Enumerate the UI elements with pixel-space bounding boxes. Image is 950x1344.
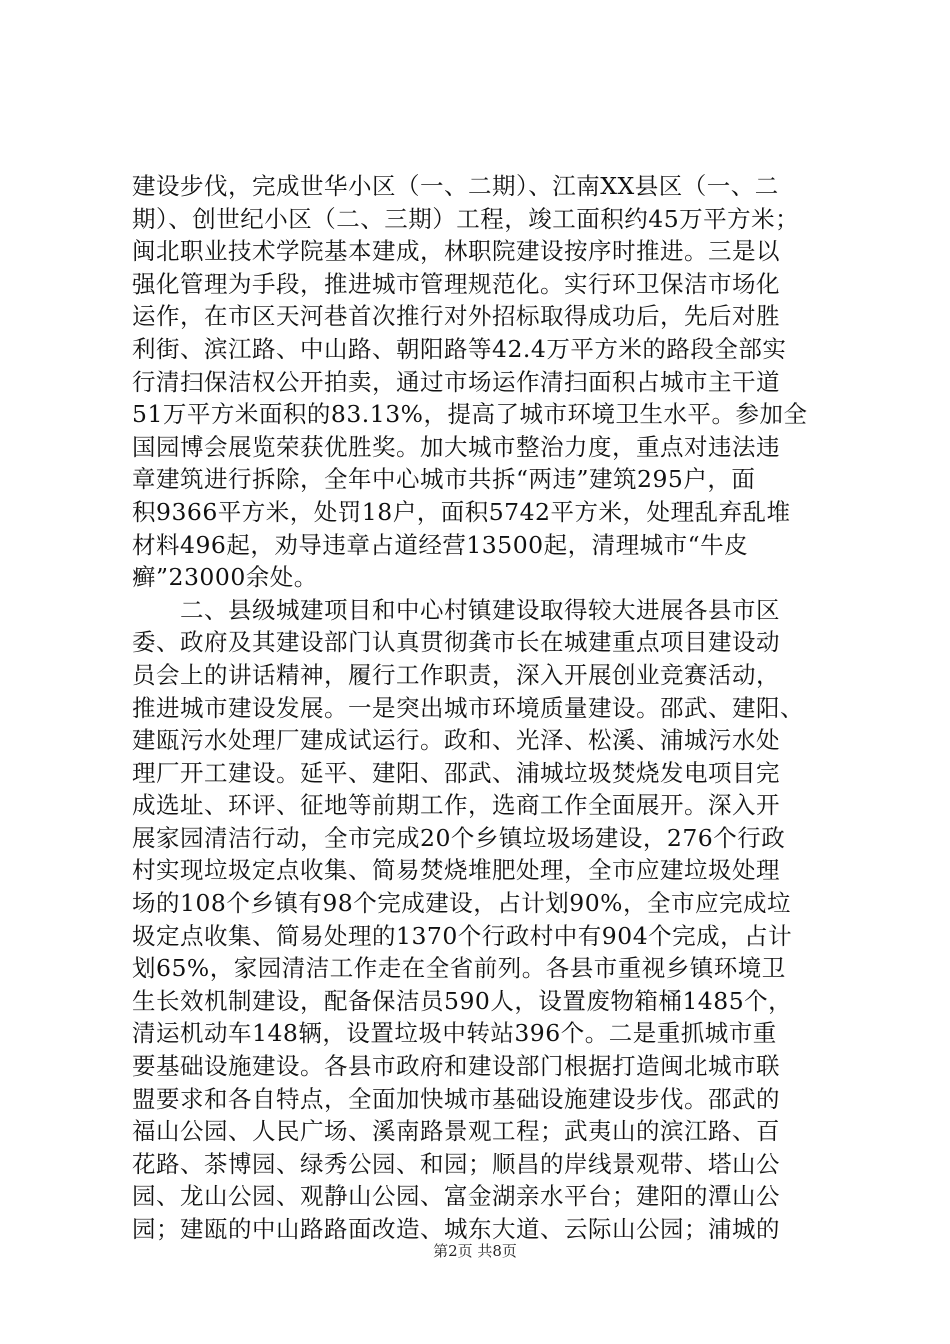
text-line: 闽北职业技术学院基本建成，林职院建设按序时推进。三是以 xyxy=(132,237,780,266)
text-line: 园；建瓯的中山路路面改造、城东大道、云际山公园；浦城的 xyxy=(132,1215,780,1243)
text-line: 推进城市建设发展。一是突出城市环境质量建设。邵武、建阳、 xyxy=(132,693,804,722)
text-line: 划65%，家园清洁工作走在全省前列。各县市重视乡镇环境卫 xyxy=(132,954,786,983)
text-line: 理厂开工建设。延平、建阳、邵武、浦城垃圾焚烧发电项目完 xyxy=(132,758,780,787)
text-line: 场的108个乡镇有98个完成建设，占计划90%，全市应完成垃 xyxy=(132,889,791,918)
text-line: 51万平方米面积的83.13%，提高了城市环境卫生水平。参加全 xyxy=(132,400,808,429)
text-line: 国园博会展览荣获优胜奖。加大城市整治力度，重点对违法违 xyxy=(132,432,780,461)
text-line: 积9366平方米，处罚18户，面积5742平方米，处理乱弃乱堆 xyxy=(132,497,791,526)
text-line: 建设步伐，完成世华小区（一、二期）、江南XX县区（一、二 xyxy=(132,172,779,200)
text-line: 二、县级城建项目和中心村镇建设取得较大进展各县市区 xyxy=(132,595,780,624)
text-line: 建瓯污水处理厂建成试运行。政和、光泽、松溪、浦城污水处 xyxy=(132,726,780,755)
text-line: 福山公园、人民广场、溪南路景观工程；武夷山的滨江路、百 xyxy=(132,1117,780,1146)
text-line: 生长效机制建设，配备保洁员590人，设置废物箱桶1485个， xyxy=(132,986,793,1015)
text-line: 癣”23000余处。 xyxy=(132,563,318,592)
text-line: 期）、创世纪小区（二、三期）工程，竣工面积约45万平方米； xyxy=(132,204,800,233)
text-line: 要基础设施建设。各县市政府和建设部门根据打造闽北城市联 xyxy=(132,1052,780,1081)
text-line: 园、龙山公园、观静山公园、富金湖亲水平台；建阳的潭山公 xyxy=(132,1182,780,1211)
text-line: 强化管理为手段，推进城市管理规范化。实行环卫保洁市场化 xyxy=(132,269,780,298)
text-line: 展家园清洁行动，全市完成20个乡镇垃圾场建设，276个行政 xyxy=(132,823,786,852)
text-line: 委、政府及其建设部门认真贯彻龚市长在城建重点项目建设动 xyxy=(132,628,780,657)
text-line: 章建筑进行拆除，全年中心城市共拆“两违”建筑295户，面 xyxy=(132,465,756,494)
text-line: 村实现垃圾定点收集、简易焚烧堆肥处理，全市应建垃圾处理 xyxy=(132,856,780,885)
text-line: 运作，在市区天河巷首次推行对外招标取得成功后，先后对胜 xyxy=(132,302,780,331)
text-line: 员会上的讲话精神，履行工作职责，深入开展创业竞赛活动， xyxy=(132,660,780,689)
page-footer: 第2页 共8页 xyxy=(433,1242,517,1260)
text-line: 花路、茶博园、绿秀公园、和园；顺昌的岸线景观带、塔山公 xyxy=(132,1149,780,1178)
text-line: 成选址、环评、征地等前期工作，选商工作全面展开。深入开 xyxy=(132,791,780,820)
text-line: 圾定点收集、简易处理的1370个行政村中有904个完成，占计 xyxy=(132,921,793,950)
text-line: 清运机动车148辆，设置垃圾中转站396个。二是重抓城市重 xyxy=(132,1019,777,1048)
text-line: 行清扫保洁权公开拍卖，通过市场运作清扫面积占城市主干道 xyxy=(132,367,780,396)
text-line: 利街、滨江路、中山路、朝阳路等42.4万平方米的路段全部实 xyxy=(132,334,787,363)
body-text xyxy=(132,170,832,1246)
text-line: 盟要求和各自特点，全面加快城市基础设施建设步伐。邵武的 xyxy=(132,1084,780,1113)
text-line: 材料496起，劝导违章占道经营13500起，清理城市“牛皮 xyxy=(132,530,749,559)
